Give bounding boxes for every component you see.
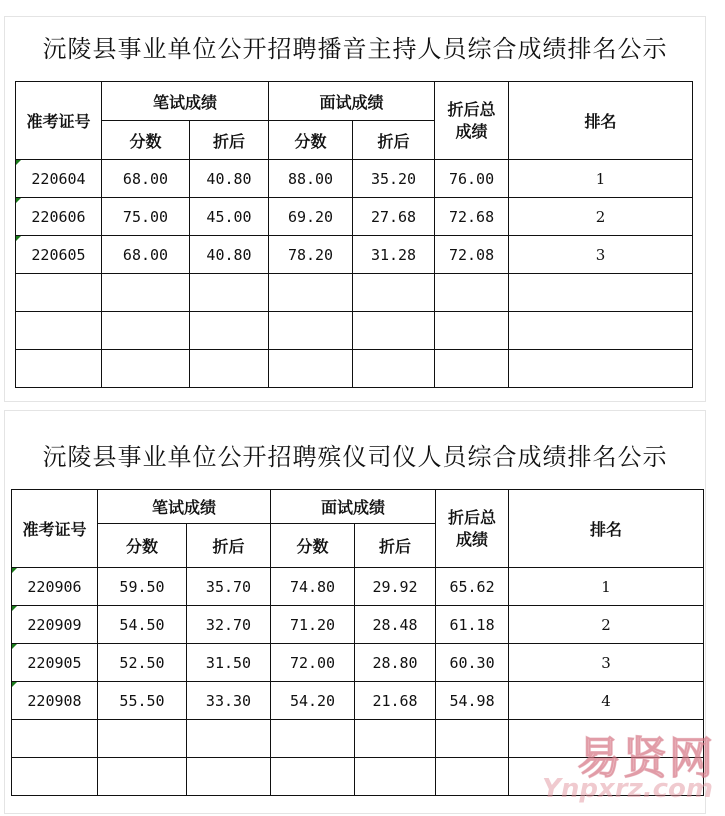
header-total-line2: 成绩 <box>456 529 489 549</box>
cell-rank: 2 <box>509 198 693 236</box>
cell-written-converted: 31.50 <box>187 644 271 682</box>
cell-rank: 1 <box>509 160 693 198</box>
cell-interview-score: 71.20 <box>271 606 355 644</box>
cell-total: 60.30 <box>436 644 509 682</box>
cell-interview-score: 88.00 <box>269 160 353 198</box>
empty-cell <box>355 720 436 758</box>
header-total <box>436 490 509 568</box>
cell-written-converted: 32.70 <box>187 606 271 644</box>
cell-exam-id: 220605 <box>16 236 102 274</box>
empty-cell <box>509 350 693 388</box>
empty-cell <box>509 758 704 796</box>
cell-interview-converted: 35.20 <box>353 160 435 198</box>
cell-written-converted: 45.00 <box>190 198 269 236</box>
notice-title: 沅陵县事业单位公开招聘殡仪司仪人员综合成绩排名公示 <box>42 443 668 471</box>
header-total-line1: 折后总 <box>447 99 496 119</box>
cell-written-converted: 40.80 <box>190 160 269 198</box>
table-row <box>16 160 693 198</box>
empty-cell <box>509 720 704 758</box>
cell-rank: 4 <box>509 682 704 720</box>
table-row <box>12 682 704 720</box>
cell-exam-id: 220905 <box>12 644 98 682</box>
ranking-table <box>11 489 704 796</box>
cell-exam-id: 220909 <box>12 606 98 644</box>
cell-total: 72.08 <box>435 236 509 274</box>
cell-written-converted: 33.30 <box>187 682 271 720</box>
cell-exam-id: 220606 <box>16 198 102 236</box>
empty-cell <box>355 758 436 796</box>
cell-interview-converted: 27.68 <box>353 198 435 236</box>
empty-cell <box>353 274 435 312</box>
empty-cell <box>269 350 353 388</box>
empty-cell <box>435 312 509 350</box>
cell-indicator-mark <box>12 606 17 611</box>
empty-cell <box>190 274 269 312</box>
cell-total: 76.00 <box>435 160 509 198</box>
cell-interview-converted: 31.28 <box>353 236 435 274</box>
header-rank: 排名 <box>509 490 704 568</box>
subheader-interview-converted: 折后 <box>355 524 436 568</box>
empty-cell <box>102 274 190 312</box>
empty-cell <box>12 758 98 796</box>
header-row <box>16 82 693 121</box>
cell-written-converted: 40.80 <box>190 236 269 274</box>
empty-row <box>12 720 704 758</box>
cell-written-converted: 35.70 <box>187 568 271 606</box>
header-written: 笔试成绩 <box>98 490 271 524</box>
empty-cell <box>353 350 435 388</box>
empty-row <box>12 758 704 796</box>
table-row <box>16 198 693 236</box>
subheader-written-converted: 折后 <box>190 121 269 160</box>
cell-interview-score: 78.20 <box>269 236 353 274</box>
empty-cell <box>271 758 355 796</box>
watermark-text-cn: 易贤网 <box>577 733 715 784</box>
subheader-written-score: 分数 <box>102 121 190 160</box>
cell-rank: 3 <box>509 236 693 274</box>
header-interview: 面试成绩 <box>269 82 435 121</box>
subheader-interview-converted: 折后 <box>353 121 435 160</box>
empty-cell <box>187 720 271 758</box>
empty-cell <box>190 312 269 350</box>
cell-interview-converted: 21.68 <box>355 682 436 720</box>
subheader-written-score: 分数 <box>98 524 187 568</box>
empty-cell <box>435 274 509 312</box>
cell-rank: 3 <box>509 644 704 682</box>
cell-written-score: 59.50 <box>98 568 187 606</box>
ranking-table <box>15 81 693 388</box>
empty-row <box>16 350 693 388</box>
empty-cell <box>98 758 187 796</box>
cell-exam-id: 220906 <box>12 568 98 606</box>
empty-cell <box>271 720 355 758</box>
empty-cell <box>190 350 269 388</box>
empty-cell <box>12 720 98 758</box>
empty-cell <box>269 312 353 350</box>
empty-cell <box>187 758 271 796</box>
empty-cell <box>509 312 693 350</box>
cell-written-score: 68.00 <box>102 160 190 198</box>
empty-cell <box>16 274 102 312</box>
empty-cell <box>102 312 190 350</box>
empty-cell <box>16 312 102 350</box>
cell-interview-score: 54.20 <box>271 682 355 720</box>
cell-total: 61.18 <box>436 606 509 644</box>
header-written: 笔试成绩 <box>102 82 269 121</box>
cell-written-score: 55.50 <box>98 682 187 720</box>
empty-cell <box>436 720 509 758</box>
cell-total: 72.68 <box>435 198 509 236</box>
cell-rank: 1 <box>509 568 704 606</box>
empty-cell <box>269 274 353 312</box>
notice-sheet-broadcast-host <box>4 16 706 402</box>
cell-interview-converted: 29.92 <box>355 568 436 606</box>
cell-rank: 2 <box>509 606 704 644</box>
subheader-written-converted: 折后 <box>187 524 271 568</box>
header-exam-id: 准考证号 <box>16 82 102 160</box>
empty-cell <box>353 312 435 350</box>
cell-written-score: 54.50 <box>98 606 187 644</box>
table-row <box>12 644 704 682</box>
ranking-table-body <box>12 490 704 796</box>
empty-cell <box>16 350 102 388</box>
watermark-text-en: Ynpxrz.com <box>542 774 713 804</box>
empty-cell <box>435 350 509 388</box>
notice-sheet-funeral-host <box>4 410 706 814</box>
header-interview: 面试成绩 <box>271 490 436 524</box>
cell-interview-converted: 28.80 <box>355 644 436 682</box>
empty-row <box>16 274 693 312</box>
cell-indicator-mark <box>12 568 17 573</box>
empty-row <box>16 312 693 350</box>
cell-written-score: 52.50 <box>98 644 187 682</box>
cell-total: 65.62 <box>436 568 509 606</box>
empty-cell <box>436 758 509 796</box>
cell-interview-converted: 28.48 <box>355 606 436 644</box>
header-total <box>435 82 509 160</box>
cell-interview-score: 72.00 <box>271 644 355 682</box>
subheader-interview-score: 分数 <box>269 121 353 160</box>
table-row <box>12 568 704 606</box>
cell-interview-score: 69.20 <box>269 198 353 236</box>
header-total-line2: 成绩 <box>455 121 488 141</box>
cell-indicator-mark <box>16 236 21 241</box>
empty-cell <box>509 274 693 312</box>
ranking-table-body <box>16 82 693 388</box>
cell-indicator-mark <box>16 160 21 165</box>
table-row <box>16 236 693 274</box>
header-row <box>12 490 704 524</box>
cell-total: 54.98 <box>436 682 509 720</box>
empty-cell <box>98 720 187 758</box>
cell-written-score: 75.00 <box>102 198 190 236</box>
notice-title: 沅陵县事业单位公开招聘播音主持人员综合成绩排名公示 <box>42 35 668 63</box>
header-total-line1: 折后总 <box>448 507 497 527</box>
cell-indicator-mark <box>12 682 17 687</box>
cell-interview-score: 74.80 <box>271 568 355 606</box>
header-exam-id: 准考证号 <box>12 490 98 568</box>
empty-cell <box>102 350 190 388</box>
cell-exam-id: 220604 <box>16 160 102 198</box>
subheader-interview-score: 分数 <box>271 524 355 568</box>
table-row <box>12 606 704 644</box>
cell-indicator-mark <box>12 644 17 649</box>
header-rank: 排名 <box>509 82 693 160</box>
cell-indicator-mark <box>16 198 21 203</box>
cell-exam-id: 220908 <box>12 682 98 720</box>
cell-written-score: 68.00 <box>102 236 190 274</box>
